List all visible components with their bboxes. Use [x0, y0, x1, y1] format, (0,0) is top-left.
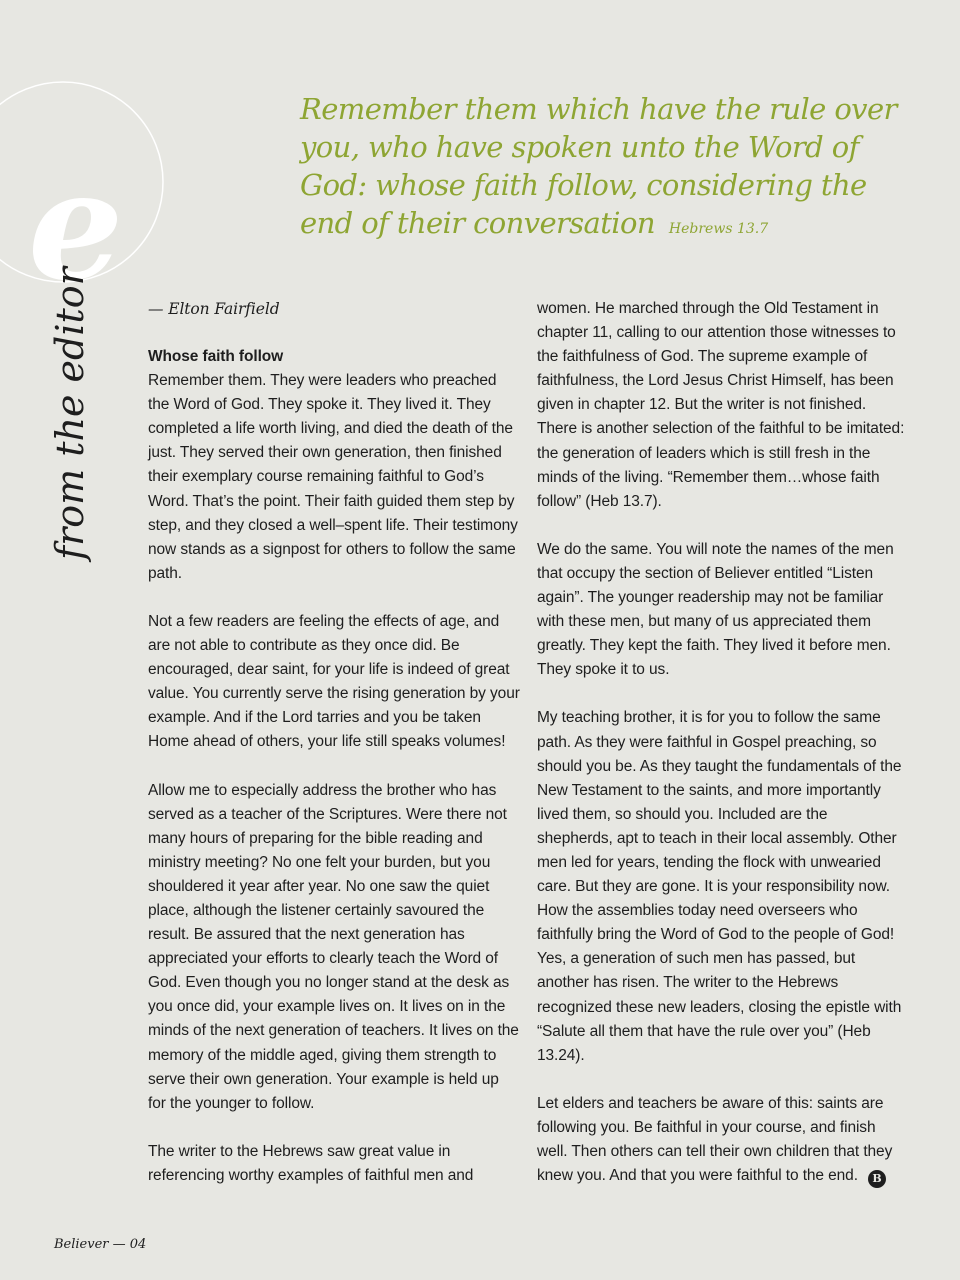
pull-quote — [300, 90, 900, 248]
paragraph-text: Remember them. They were leaders who preached the Word of God. They spoke it. They lived it. They completed a life worth living, and died the death of the just. They served their own generation, then finished their exemplary course remaining faithful to God’s Word. That’s the point. Their faith guided them step by step, and they closed a well–spent life. Their testimony now stands as a signpost for others to follow the same path. — [148, 372, 518, 582]
section-title: from the editor — [48, 267, 92, 560]
paragraph: My teaching brother, it is for you to follow the same path. As they were faithful in Gospel preaching, so should you be. As they taught the fundamentals of the New Testament to the saints, and more importantly lived them, so should you. Included are the shepherds, apt to teach in their local assembly. Other men led for years, tending the flock with unwearied care. But they are gone. It is your responsibility now. How the assemblies today need overseers who faithfully bring the Word of God to the people of God! Yes, a generation of such men has passed, but another has risen. The writer to the Hebrews recognized these new leaders, closing the epistle with “Salute all them that have the rule over you” (Heb 13.24). — [537, 709, 902, 1064]
logo-letter: e — [28, 138, 124, 285]
page-footer: Believer — 04 — [54, 1237, 147, 1252]
quote-text: Remember them which have the rule over you, who have spoken unto the Word of God: whose faith follow, considering the end of their conversation — [300, 92, 897, 240]
paragraph: The writer to the Hebrews saw great value in referencing worthy examples of faithful men and — [148, 1142, 474, 1184]
end-mark-icon: B — [868, 1170, 886, 1188]
quote-reference: Hebrews 13.7 — [668, 221, 769, 237]
article-subhead: Whose faith follow — [148, 348, 284, 365]
paragraph: Not a few readers are feeling the effects of age, and are not able to contribute as they once did. Be encouraged, dear saint, for your life is indeed of great value. You currently serve the rising generation by your example. And if the Lord tarries and you be taken Home ahead of others, your life still speaks volumes! — [148, 612, 520, 751]
article-column-left — [148, 297, 520, 1212]
paragraph: women. He marched through the Old Testament in chapter 11, calling to our attention those witnesses to the faithfulness of God. The supreme example of faithfulness, the Lord Jesus Christ Himself, has been given in chapter 12. But the writer is not finished. There is another selection of the faithful to be imitated: the generation of leaders which is still fresh in the minds of the living. “Remember them…whose faith follow” (Heb 13.7). — [537, 300, 905, 510]
paragraph — [537, 1092, 907, 1188]
paragraph: We do the same. You will note the names of the men that occupy the section of Believer entitled “Listen again”. The younger readership may not be familiar with these men, but many of us appreciated them greatly. They kept the faith. They lived it before men. They spoke it to us. — [537, 540, 894, 679]
paragraph — [148, 345, 520, 586]
paragraph-text: Let elders and teachers be aware of this: saints are following you. Be faithful in your course, and finish well. Then others can tell their own children that they knew you. And that you were faithful to the end. — [537, 1094, 893, 1185]
byline: — Elton Fairfield — [148, 300, 280, 318]
editor-logo — [0, 80, 165, 285]
paragraph: Allow me to especially address the brother who has served as a teacher of the Scriptures. Were there not many hours of preparing for the bible reading and ministry meeting? No one felt your burden, but you shouldered it year after year. No one saw the quiet place, although the listener certainly savoured the result. Be assured that the next generation has appreciated your efforts to clearly teach the Word of God. Even though you no longer stand at the desk as you once did, your example lives on. It lives on in the minds of the next generation of teachers. It lives on the memory of the middle aged, giving them strength to serve their own generation. Your example is held up for the younger to follow. — [148, 781, 519, 1112]
article-column-right — [537, 297, 907, 1212]
